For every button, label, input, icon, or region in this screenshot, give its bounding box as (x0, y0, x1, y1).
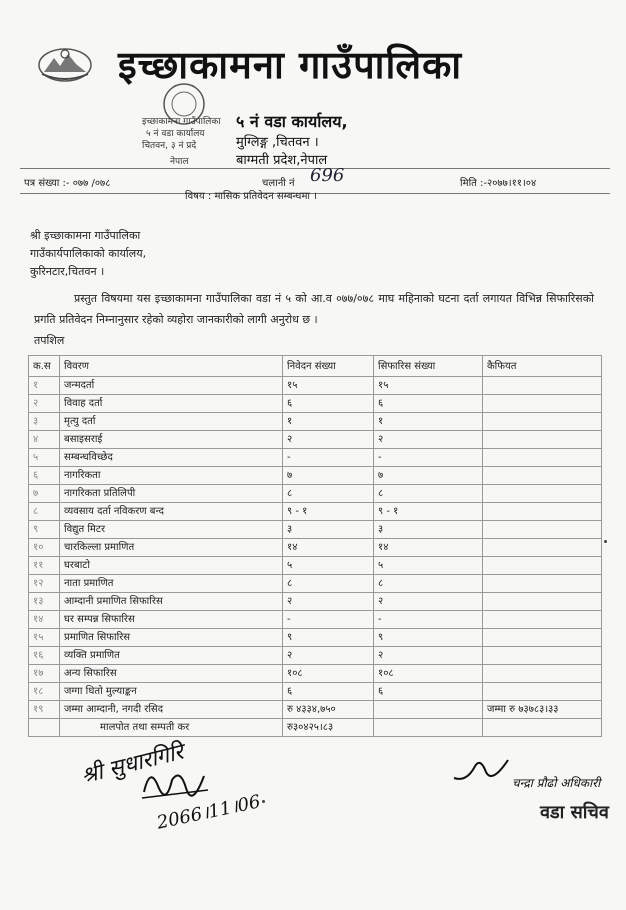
row-serial: १४ (29, 611, 60, 629)
row-remarks (483, 431, 602, 449)
row-serial: ६ (29, 467, 60, 485)
stamp-line: इच्छाकामना गाउँपालिका (142, 117, 221, 127)
letter-body (34, 288, 594, 351)
row-description: नागरिकता (60, 467, 283, 485)
row-recommendations: २ (374, 431, 483, 449)
row-remarks (483, 665, 602, 683)
row-description: सम्बन्धविच्छेद (60, 449, 283, 467)
row-recommendations: - (374, 611, 483, 629)
row-recommendations: ६ (374, 683, 483, 701)
row-applications: ९ - १ (283, 503, 374, 521)
row-serial: ९ (29, 521, 60, 539)
row-recommendations: ९ - १ (374, 503, 483, 521)
header-sn: क.स (29, 356, 60, 377)
table-row (29, 647, 602, 665)
address-line-2: बाग्मती प्रदेश,नेपाल (236, 153, 328, 168)
row-applications: ६ (283, 683, 374, 701)
row-description: प्रमाणित सिफारिस (60, 629, 283, 647)
table-row (29, 557, 602, 575)
row-applications: ५ (283, 557, 374, 575)
stamp-line: नेपाल (170, 157, 189, 167)
table-row (29, 539, 602, 557)
row-description: व्यवसाय दर्ता नविकरण बन्द (60, 503, 283, 521)
row-remarks (483, 647, 602, 665)
row-recommendations: ३ (374, 521, 483, 539)
row-applications: १०८ (283, 665, 374, 683)
row-description: जम्मा आम्दानी, नगदी रसिद (60, 701, 283, 719)
row-description: जन्मदर्ता (60, 377, 283, 395)
table-row (29, 503, 602, 521)
row-description: जग्गा धितो मुल्याङ्कन (60, 683, 283, 701)
row-serial: १८ (29, 683, 60, 701)
row-recommendations: ७ (374, 467, 483, 485)
row-remarks (483, 377, 602, 395)
row-recommendations: ५ (374, 557, 483, 575)
row-applications: - (283, 449, 374, 467)
row-remarks (483, 395, 602, 413)
row-remarks (483, 539, 602, 557)
row-recommendations: ८ (374, 485, 483, 503)
date: मिति :-२०७७।११।०४ (460, 178, 537, 189)
municipality-title: इच्छाकामना गाउँपालिका (118, 43, 463, 87)
header-description: विवरण (60, 356, 283, 377)
left-signature-name: श्री सुधारगिरि (78, 739, 186, 790)
row-serial: १७ (29, 665, 60, 683)
row-remarks (483, 719, 602, 737)
row-remarks (483, 611, 602, 629)
row-description: आम्दानी प्रमाणित सिफारिस (60, 593, 283, 611)
recipient-line: गाउँकार्यपालिकाको कार्यालय, (30, 247, 147, 260)
chalani-label: चलानी नं (262, 178, 295, 189)
tapashil-label: तपशिल (34, 334, 65, 347)
row-recommendations: २ (374, 647, 483, 665)
row-remarks (483, 503, 602, 521)
table-row (29, 431, 602, 449)
ward-secretary-title: वडा सचिव (540, 802, 609, 823)
row-recommendations (374, 719, 483, 737)
row-recommendations (374, 701, 483, 719)
row-applications: २ (283, 431, 374, 449)
row-serial: १५ (29, 629, 60, 647)
stamp-line: ५ नं वडा कार्यालय (146, 129, 205, 139)
row-recommendations: १४ (374, 539, 483, 557)
table-row (29, 377, 602, 395)
row-serial: ८ (29, 503, 60, 521)
row-remarks (483, 683, 602, 701)
row-applications: रु ४३३४,७५० (283, 701, 374, 719)
row-recommendations: ६ (374, 395, 483, 413)
row-description: चारकिल्ला प्रमाणित (60, 539, 283, 557)
subject-line: विषय : मासिक प्रतिवेदन सम्बन्धमा । (185, 191, 317, 202)
row-serial: १० (29, 539, 60, 557)
table-row (29, 665, 602, 683)
row-recommendations: ९ (374, 629, 483, 647)
recipient-line: कुरिनटार,चितवन । (30, 265, 105, 278)
row-applications: ८ (283, 485, 374, 503)
row-serial: ११ (29, 557, 60, 575)
row-description: नागरिकता प्रतिलिपी (60, 485, 283, 503)
row-remarks (483, 449, 602, 467)
row-remarks (483, 485, 602, 503)
header-remarks: कैफियत (483, 356, 602, 377)
header-applications: निवेदन संख्या (283, 356, 374, 377)
row-serial: १२ (29, 575, 60, 593)
table-row (29, 449, 602, 467)
row-recommendations: १५ (374, 377, 483, 395)
signature-scribble-icon (140, 762, 210, 802)
table-row (29, 683, 602, 701)
row-description: अन्य सिफारिस (60, 665, 283, 683)
table-row (29, 485, 602, 503)
row-description: व्यक्ति प्रमाणित (60, 647, 283, 665)
table-row (29, 521, 602, 539)
row-serial: १ (29, 377, 60, 395)
ink-dot (262, 800, 265, 803)
patra-sankhya: पत्र संख्या :- ०७७ /०७८ (24, 178, 111, 189)
row-applications: ६ (283, 395, 374, 413)
right-signature-scribble-icon (452, 752, 512, 786)
row-serial: ५ (29, 449, 60, 467)
report-table (28, 355, 602, 737)
table-row (29, 629, 602, 647)
left-signature-date: 2066।11।06 (155, 791, 263, 834)
table-row (29, 593, 602, 611)
row-remarks (483, 593, 602, 611)
ink-dot (604, 540, 607, 543)
table-row (29, 395, 602, 413)
stamp-line: चितवन, ३ नं प्रदे (142, 141, 197, 151)
row-description: मृत्यु दर्ता (60, 413, 283, 431)
row-recommendations: १०८ (374, 665, 483, 683)
row-description: घरबाटो (60, 557, 283, 575)
row-serial: ४ (29, 431, 60, 449)
row-applications: रु३०४२५।८३ (283, 719, 374, 737)
row-description: बसाइसराई (60, 431, 283, 449)
row-description: मालपोत तथा सम्पती कर (60, 719, 283, 737)
chalani-number: 696 (310, 165, 345, 186)
row-applications: १४ (283, 539, 374, 557)
row-remarks (483, 413, 602, 431)
table-row (29, 611, 602, 629)
row-remarks (483, 575, 602, 593)
row-serial: १९ (29, 701, 60, 719)
row-applications: २ (283, 647, 374, 665)
table-row (29, 413, 602, 431)
table-header-row (29, 356, 602, 377)
row-remarks (483, 521, 602, 539)
row-applications: १ (283, 413, 374, 431)
right-signature-name: चन्द्रा प्रौढो अधिकारी (512, 776, 601, 790)
row-recommendations: ८ (374, 575, 483, 593)
row-remarks (483, 467, 602, 485)
row-description: घर सम्पन्न सिफारिस (60, 611, 283, 629)
row-remarks: जम्मा रु ७३७८३।३३ (483, 701, 602, 719)
row-applications: ७ (283, 467, 374, 485)
row-applications: ८ (283, 575, 374, 593)
row-description: विद्युत मिटर (60, 521, 283, 539)
ward-office-name: ५ नं वडा कार्यालय, (236, 112, 348, 131)
row-description: विवाह दर्ता (60, 395, 283, 413)
table-row (29, 467, 602, 485)
row-recommendations: - (374, 449, 483, 467)
row-recommendations: १ (374, 413, 483, 431)
body-paragraph: प्रस्तुत विषयमा यस इच्छाकामना गाउँपालिका वडा नं ५ को आ.व ०७७/०७८ माघ महिनाको घटना दर्ता लगायत विभिन्न सिफारिसको प्रगति प्रतिवेदन निम्नानुसार रहेको व्यहोरा जानकारीको लागी अनुरोध छ । (34, 292, 594, 326)
row-description: नाता प्रमाणित (60, 575, 283, 593)
row-applications: - (283, 611, 374, 629)
row-recommendations: २ (374, 593, 483, 611)
table-row (29, 719, 602, 737)
row-serial: ७ (29, 485, 60, 503)
nepal-emblem-icon (36, 44, 94, 84)
row-applications: २ (283, 593, 374, 611)
row-remarks (483, 557, 602, 575)
table-row (29, 701, 602, 719)
row-applications: १५ (283, 377, 374, 395)
office-stamp (126, 80, 236, 166)
row-remarks (483, 629, 602, 647)
row-serial: ३ (29, 413, 60, 431)
row-serial: २ (29, 395, 60, 413)
row-serial (29, 719, 60, 737)
row-serial: १३ (29, 593, 60, 611)
recipient-line: श्री इच्छाकामना गाउँपालिका (30, 229, 141, 242)
row-applications: ३ (283, 521, 374, 539)
table-row (29, 575, 602, 593)
row-applications: ९ (283, 629, 374, 647)
row-serial: १६ (29, 647, 60, 665)
header-recommendations: सिफारिस संख्या (374, 356, 483, 377)
address-line-1: मुग्लिङ्ग ,चितवन । (236, 135, 319, 150)
